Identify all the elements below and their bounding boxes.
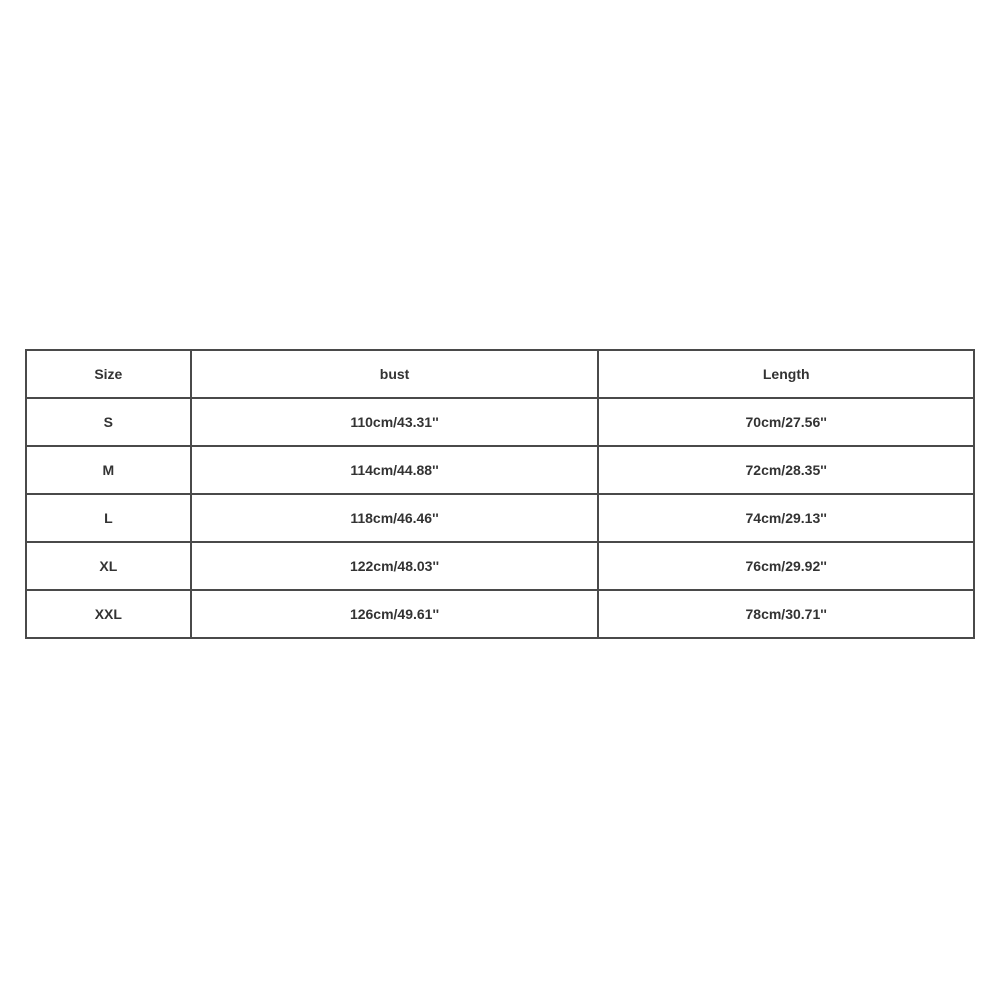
cell-bust: 126cm/49.61'' bbox=[191, 590, 599, 638]
header-size: Size bbox=[26, 350, 191, 398]
cell-bust: 110cm/43.31'' bbox=[191, 398, 599, 446]
table-row bbox=[26, 542, 974, 590]
table-header-row bbox=[26, 350, 974, 398]
table-row bbox=[26, 398, 974, 446]
cell-length: 72cm/28.35'' bbox=[598, 446, 974, 494]
cell-length: 76cm/29.92'' bbox=[598, 542, 974, 590]
header-bust: bust bbox=[191, 350, 599, 398]
size-chart-table bbox=[25, 349, 975, 639]
cell-size: XXL bbox=[26, 590, 191, 638]
table-row bbox=[26, 494, 974, 542]
table-row bbox=[26, 446, 974, 494]
cell-length: 70cm/27.56'' bbox=[598, 398, 974, 446]
cell-length: 78cm/30.71'' bbox=[598, 590, 974, 638]
cell-size: L bbox=[26, 494, 191, 542]
table-row bbox=[26, 590, 974, 638]
cell-size: M bbox=[26, 446, 191, 494]
cell-bust: 118cm/46.46'' bbox=[191, 494, 599, 542]
cell-size: S bbox=[26, 398, 191, 446]
cell-length: 74cm/29.13'' bbox=[598, 494, 974, 542]
header-length: Length bbox=[598, 350, 974, 398]
cell-size: XL bbox=[26, 542, 191, 590]
cell-bust: 114cm/44.88'' bbox=[191, 446, 599, 494]
cell-bust: 122cm/48.03'' bbox=[191, 542, 599, 590]
